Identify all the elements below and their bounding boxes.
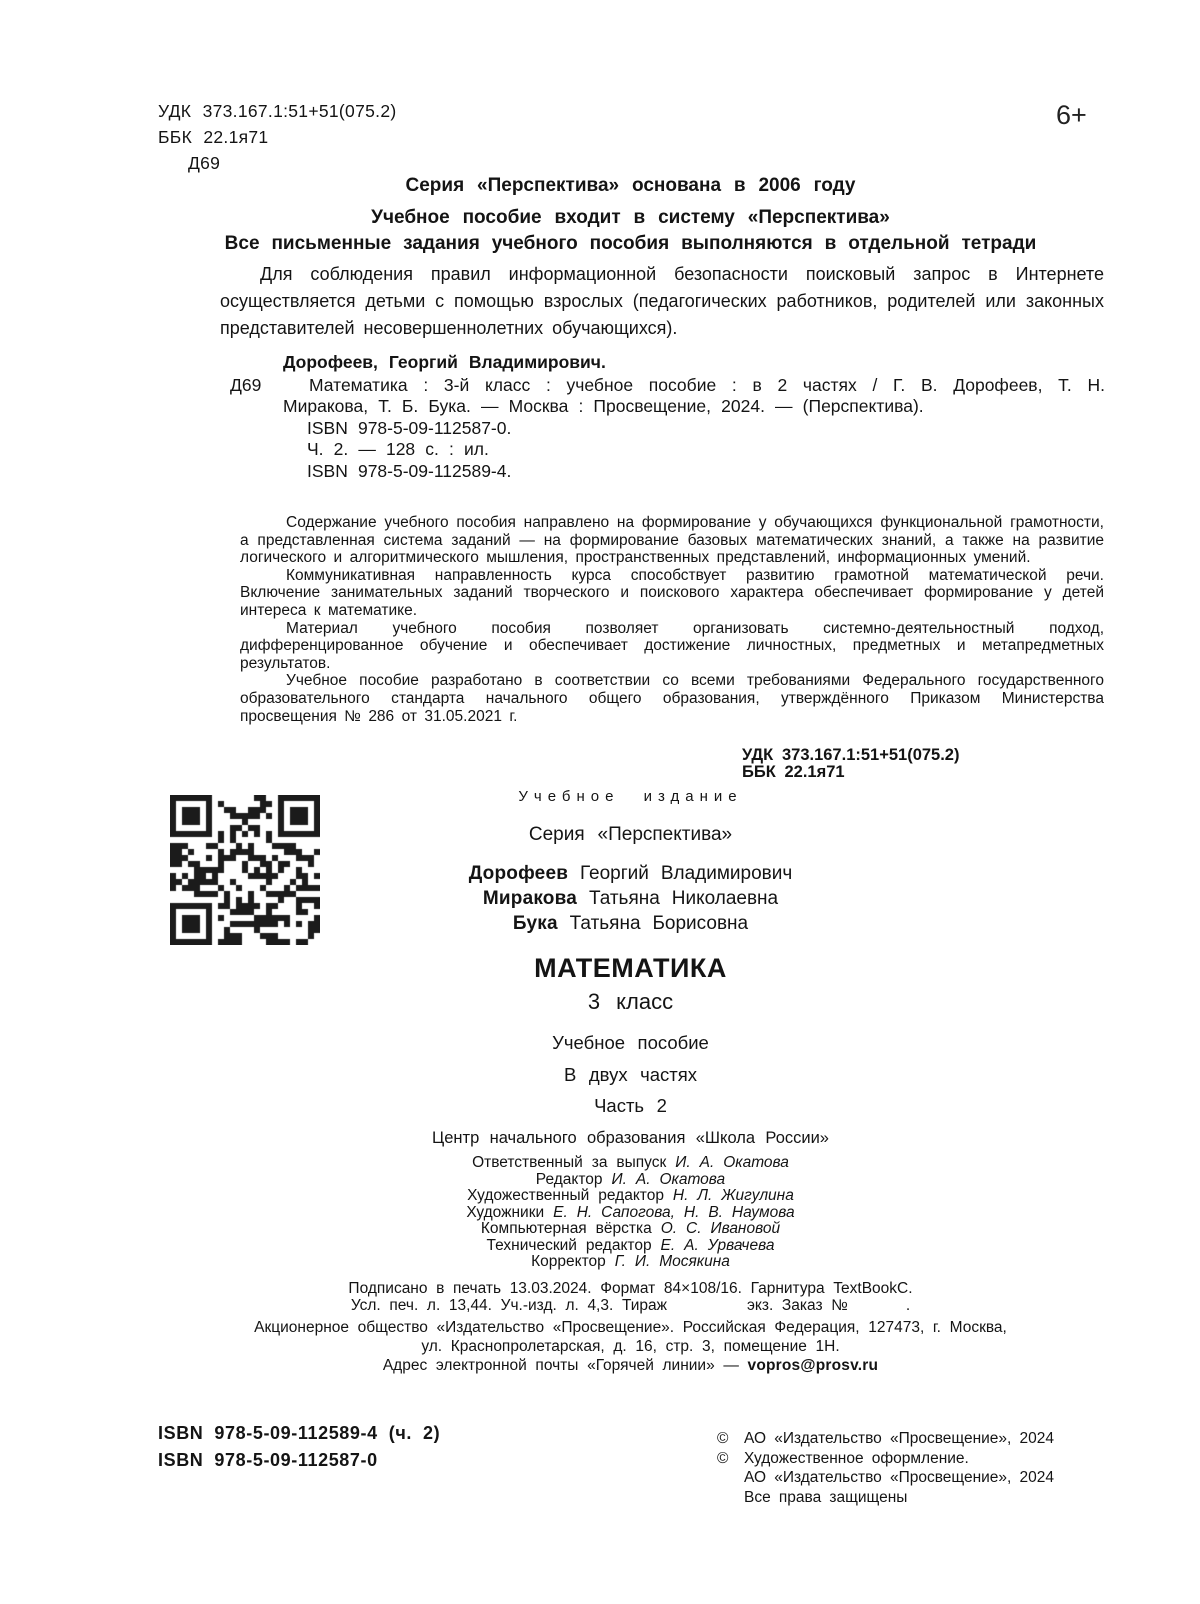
udk-line-right: УДК 373.167.1:51+51(075.2) — [742, 746, 960, 764]
print-line-2 — [158, 1297, 1103, 1314]
credit-name: И. А. Окатова — [611, 1170, 726, 1188]
annotation-paragraph-2: Коммуникативная направленность курса способствует развитию грамотной математической речи. Включение занимательных заданий творческого и поискового характера обеспечивает формирование у детей интереса к математике. — [240, 566, 1104, 619]
education-center-line: Центр начального образования «Школа России» — [432, 1129, 829, 1147]
credit-name: Н. Л. Жигулина — [672, 1187, 794, 1204]
credit-name: Г. И. Мосякина — [614, 1253, 730, 1270]
catalog-author-heading: Дорофеев, Георгий Владимирович. — [283, 352, 606, 372]
credit-role: Корректор — [531, 1253, 606, 1270]
annotation-paragraph-3: Материал учебного пособия позволяет организовать системно-деятельностный подход, дифференцированное обучение и обеспечивает достижение личностных, предметных и метапредметных результатов. — [240, 619, 1104, 672]
authors-list — [158, 861, 1103, 936]
author-row — [158, 886, 1103, 911]
catalog-entry: Математика : 3-й класс : учебное пособие : в 2 частях / Г. В. Дорофеев, Т. Н. Миракова, Т. Б. Бука. — Москва : Просвещение, 2024. — (Перспектива). — [283, 374, 1105, 416]
udk-line: УДК 373.167.1:51+51(075.2) — [158, 101, 397, 121]
credit-name: Е. А. Урвачева — [660, 1236, 775, 1254]
series-system-line: Учебное пособие входит в систему «Перспектива» — [371, 207, 890, 228]
parts-line: В двух частях — [563, 1064, 698, 1085]
copyright-text: АО «Издательство «Просвещение», 2024 — [744, 1469, 1055, 1486]
edition-series: Серия «Перспектива» — [528, 824, 733, 845]
author-surname: Миракова — [482, 888, 578, 909]
copyright-row — [717, 1488, 1103, 1508]
print-line-2-start: Усл. печ. л. 13,44. Уч.-изд. л. 4,3. Тираж — [350, 1296, 667, 1314]
copyright-row — [717, 1468, 1103, 1488]
credit-row — [158, 1205, 1103, 1222]
credit-role: Редактор — [535, 1170, 603, 1188]
author-name: Татьяна Николаевна — [588, 888, 779, 909]
author-name: Татьяна Борисовна — [569, 913, 749, 934]
credit-role: Технический редактор — [486, 1236, 652, 1254]
credit-role: Ответственный за выпуск — [472, 1154, 667, 1171]
print-line-1: Подписано в печать 13.03.2024. Формат 84×108/16. Гарнитура TextBookC. — [348, 1279, 913, 1297]
credit-row — [158, 1221, 1103, 1238]
credit-name: И. А. Окатова — [675, 1154, 789, 1171]
part-number-line: Часть 2 — [594, 1095, 667, 1116]
copyright-text: Художественное оформление. — [744, 1449, 969, 1467]
copyright-row — [717, 1449, 1103, 1469]
copyright-mark: © — [717, 1449, 729, 1467]
author-row — [158, 911, 1103, 936]
credit-row — [158, 1172, 1103, 1189]
annotation-block — [240, 514, 1104, 725]
footer-block — [158, 1420, 1103, 1507]
workbook-notice: Все письменные задания учебного пособия выполняются в отдельной тетради — [224, 233, 1037, 254]
bibliographic-codes-top — [158, 98, 396, 176]
publisher-address-block — [158, 1318, 1103, 1375]
catalog-isbn-1: ISBN 978-5-09-112587-0. — [307, 417, 512, 438]
author-sign: Д69 — [188, 153, 221, 173]
bbk-line: ББК 22.1я71 — [158, 127, 269, 147]
credit-row — [158, 1254, 1103, 1271]
author-surname: Бука — [512, 913, 558, 934]
print-line-2-mid: экз. Заказ № — [747, 1296, 848, 1314]
annotation-paragraph-1: Содержание учебного пособия направлено на формирование у обучающихся функциональной грамотности, а представленная система заданий — на формирование базовых математических знаний, а также на развитие логического и алгоритмического мышления, пространственных представлений, информационных умений. — [240, 514, 1104, 567]
footer-isbn-full: ISBN 978-5-09-112587-0 — [158, 1450, 378, 1470]
credits-list — [158, 1155, 1103, 1271]
credit-row — [158, 1238, 1103, 1255]
footer-isbn-block — [158, 1420, 440, 1474]
series-block — [158, 170, 1103, 234]
hotline-email-label: Адрес электронной почты «Горячей линии» — — [382, 1356, 748, 1374]
catalog-card — [158, 352, 1103, 482]
catalog-isbn-2: ISBN 978-5-09-112589-4. — [307, 460, 512, 481]
credit-role: Художественный редактор — [467, 1187, 664, 1204]
print-line-2-end: . — [905, 1296, 911, 1314]
hotline-email: vopros@prosv.ru — [747, 1356, 879, 1374]
credit-role: Художники — [466, 1203, 545, 1221]
copyright-block — [717, 1429, 1103, 1507]
publisher-address-1: Акционерное общество «Издательство «Просвещение». Российская Федерация, 127473, г. Москва, — [254, 1318, 1007, 1336]
copyright-mark — [717, 1468, 744, 1488]
copyright-text: Все права защищены — [744, 1488, 908, 1506]
catalog-code: Д69 — [230, 374, 262, 395]
catalog-entry-row — [158, 375, 1103, 483]
bibliographic-codes-right — [742, 747, 959, 781]
copyright-mark: © — [717, 1430, 729, 1447]
info-security-paragraph: Для соблюдения правил информационной безопасности поисковый запрос в Интернете осуществляется детьми с помощью взрослых (педагогических работников, родителей или законных представителей несовершеннолетних обучающихся). — [220, 264, 1104, 338]
hotline-email-line — [158, 1356, 1103, 1375]
publisher-address-2: ул. Краснопролетарская, д. 16, стр. 3, помещение 1Н. — [421, 1337, 840, 1355]
book-title: МАТЕМАТИКА — [534, 953, 727, 983]
edition-subtitle: Учебное пособие — [552, 1032, 709, 1053]
annotation-paragraph-4: Учебное пособие разработано в соответствии со всеми требованиями Федерального государственного образовательного стандарта начального общего образования, утверждённого Приказом Министерства просвещения № 286 от 31.05.2021 г. — [240, 672, 1104, 725]
credit-name: О. С. Ивановой — [660, 1220, 781, 1237]
grade-line: 3 класс — [587, 989, 674, 1014]
credit-row — [158, 1188, 1103, 1205]
credit-row — [158, 1155, 1103, 1172]
catalog-part-line: Ч. 2. — 128 с. : ил. — [307, 439, 489, 459]
print-info-block — [158, 1280, 1103, 1314]
author-surname: Дорофеев — [468, 863, 569, 884]
copyright-text: АО «Издательство «Просвещение», 2024 — [744, 1430, 1055, 1447]
notice-block — [158, 233, 1103, 342]
credit-name: Е. Н. Сапогова, Н. В. Наумова — [553, 1203, 795, 1221]
footer-isbn-part: ISBN 978-5-09-112589-4 (ч. 2) — [158, 1423, 441, 1443]
copyright-row — [717, 1429, 1103, 1449]
edition-block — [158, 788, 1103, 1375]
bbk-line-right: ББК 22.1я71 — [742, 763, 845, 781]
series-founded-line: Серия «Перспектива» основана в 2006 году — [405, 175, 856, 196]
credit-role: Компьютерная вёрстка — [480, 1220, 652, 1237]
author-name: Георгий Владимирович — [580, 863, 793, 884]
catalog-entry-text — [283, 375, 1105, 483]
copyright-mark — [717, 1488, 744, 1508]
author-row — [158, 861, 1103, 886]
edition-type-label: Учебное издание — [518, 788, 743, 805]
age-rating-badge: 6+ — [1056, 100, 1087, 130]
